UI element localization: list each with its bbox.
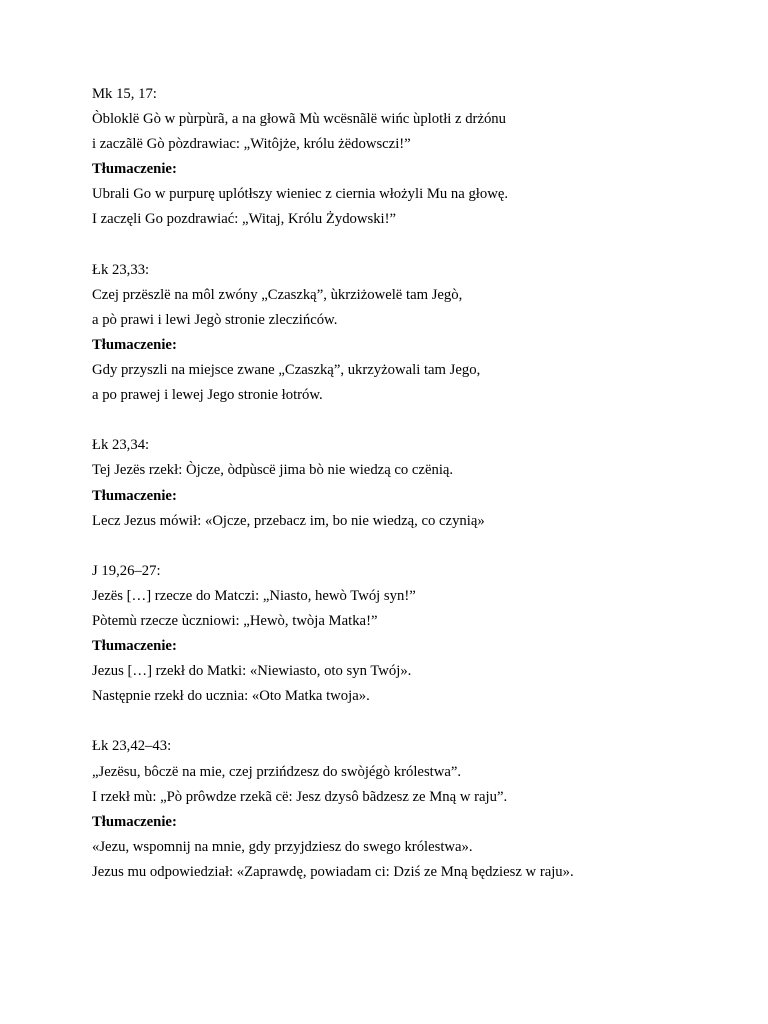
translation-label: Tłumaczenie:	[92, 336, 177, 353]
translation-line: Gdy przyszli na miejsce zwane „Czaszką”, ukrzyżowali tam Jego,	[92, 362, 481, 379]
passage-section	[92, 435, 732, 535]
translation-line: I zaczęli Go pozdrawiać: „Witaj, Królu Żydowski!”	[92, 211, 397, 228]
kashubian-line: „Jezësu, bôczë na mie, czej przińdzesz do swòjégò królestwa”.	[92, 763, 462, 780]
translation-line: Następnie rzekł do ucznia: «Oto Matka twoja».	[92, 688, 370, 705]
kashubian-line: Tej Jezës rzekł: Òjcze, òdpùscë jima bò nie wiedzą co czënią.	[92, 462, 454, 479]
translation-label: Tłumaczenie:	[92, 487, 177, 504]
translation-line: Jezus mu odpowiedział: «Zaprawdę, powiadam ci: Dziś ze Mną będziesz w raju».	[92, 863, 574, 880]
kashubian-line: Pòtemù rzecze ùczniowi: „Hewò, twòja Matka!”	[92, 612, 378, 629]
translation-line: a po prawej i lewej Jego stronie łotrów.	[92, 387, 323, 404]
section-spacer	[92, 235, 732, 260]
passage-section	[92, 736, 732, 887]
passage-reference: Łk 23,34:	[92, 437, 150, 454]
section-spacer	[92, 711, 732, 736]
section-spacer	[92, 410, 732, 435]
translation-line: Ubrali Go w purpurę uplótłszy wieniec z ciernia włożyli Mu na głowę.	[92, 186, 509, 203]
passage-reference: Łk 23,33:	[92, 261, 150, 278]
document-body	[92, 84, 732, 887]
kashubian-line: a pò prawi i lewi Jegò stronie zleczińców.	[92, 311, 338, 328]
passage-reference: Mk 15, 17:	[92, 86, 157, 102]
passage-section	[92, 84, 732, 235]
translation-label: Tłumaczenie:	[92, 813, 177, 830]
translation-label: Tłumaczenie:	[92, 161, 177, 178]
translation-line: Lecz Jezus mówił: «Ojcze, przebacz im, bo nie wiedzą, co czynią»	[92, 512, 485, 529]
passage-reference: J 19,26–27:	[92, 562, 161, 579]
translation-label: Tłumaczenie:	[92, 638, 177, 655]
kashubian-line: Òbloklë Gò w pùrpùrã, a na głowã Mù wcësnãlë wińc ùplotłi z drżónu	[92, 111, 506, 128]
translation-line: «Jezu, wspomnij na mnie, gdy przyjdziesz do swego królestwa».	[92, 838, 473, 855]
kashubian-line: i zaczãlë Gò pòzdrawiac: „Witôjże, królu żëdowsczi!”	[92, 136, 411, 153]
passage-section	[92, 561, 732, 712]
kashubian-line: Czej przëszlë na môl zwóny „Czaszką”, ùkrziżowelë tam Jegò,	[92, 286, 463, 303]
section-spacer	[92, 536, 732, 561]
kashubian-line: I rzekł mù: „Pò prôwdze rzekã cë: Jesz dzysô bãdzesz ze Mną w raju”.	[92, 788, 508, 805]
translation-line: Jezus […] rzekł do Matki: «Niewiasto, oto syn Twój».	[92, 663, 412, 680]
passage-reference: Łk 23,42–43:	[92, 738, 172, 755]
kashubian-line: Jezës […] rzecze do Matczi: „Niasto, hewò Twój syn!”	[92, 587, 416, 604]
passage-section	[92, 260, 732, 411]
